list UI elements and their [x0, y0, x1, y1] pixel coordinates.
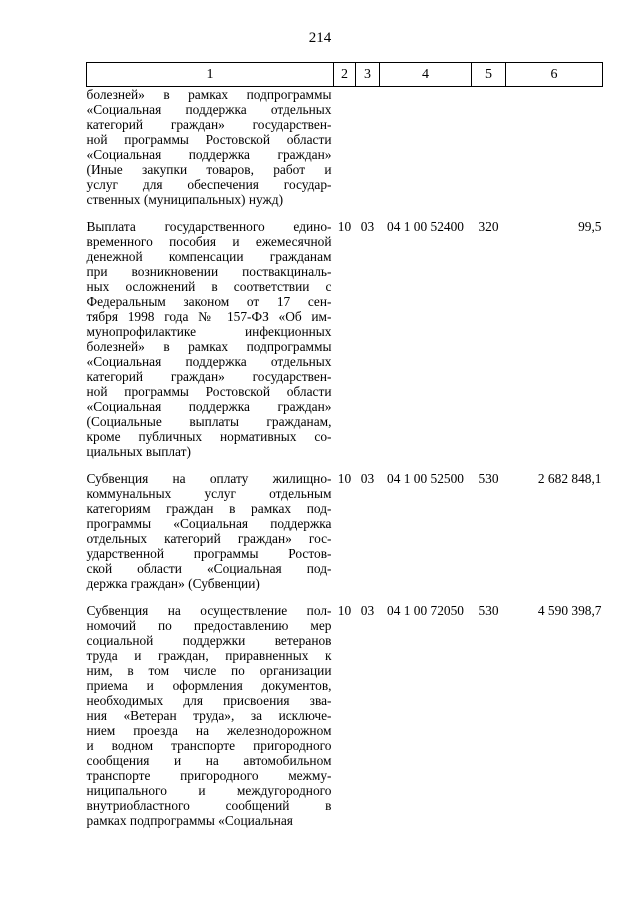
description-line: внутриобластного сообщений в [86, 798, 332, 813]
header-col-6: 6 [506, 63, 603, 87]
row-amount: 2 682 848,1 [537, 471, 602, 486]
description-line: «Социальная поддержка отдельных [86, 102, 332, 117]
header-col-1: 1 [87, 63, 334, 87]
table-row [87, 87, 603, 208]
description-line: «Социальная поддержка граждан» [86, 147, 332, 162]
row-expense-type: 320 [478, 219, 499, 234]
description-line: и водном транспорте пригородного [86, 738, 332, 753]
description-line: ственных (муниципальных) нужд) [86, 192, 284, 207]
row-section [334, 87, 356, 208]
row-target-code [380, 87, 472, 208]
row-amount [506, 87, 603, 208]
description-line: ударственной программы Ростов- [86, 546, 332, 561]
description-line: временного пособия и ежемесячной [86, 234, 332, 249]
description-line: ской области «Социальная под- [86, 561, 332, 576]
table-row [87, 603, 603, 828]
description-line: приема и оформления документов, [86, 678, 332, 693]
description-line: категориям граждан в рамках под- [86, 501, 332, 516]
description-line: циальных выплат) [86, 444, 191, 459]
row-expense-type: 530 [478, 471, 499, 486]
description-line: болезней» в рамках подпрограммы [86, 87, 332, 102]
table-row [87, 219, 603, 459]
row-subsection: 03 [360, 603, 375, 618]
row-target-code: 04 1 00 52400 [387, 219, 464, 234]
row-section: 10 [337, 471, 352, 486]
description-line: ниципального и междугородного [86, 783, 332, 798]
description-line: Выплата государственного едино- [86, 219, 332, 234]
row-expense-type: 530 [478, 603, 499, 618]
description-line: мунопрофилактике инфекционных [86, 324, 332, 339]
description-line: коммунальных услуг отдельным [86, 486, 332, 501]
description-line: (Социальные выплаты гражданам, [86, 414, 332, 429]
row-amount: 4 590 398,7 [537, 603, 602, 618]
row-spacer [87, 459, 603, 471]
row-subsection: 03 [360, 219, 375, 234]
row-description [87, 603, 334, 828]
description-line: при возникновении поствакциналь- [86, 264, 332, 279]
row-target-code: 04 1 00 52500 [387, 471, 464, 486]
description-line: категорий граждан» государствен- [86, 369, 332, 384]
row-amount: 99,5 [578, 219, 602, 234]
description-line: номочий по предоставлению мер [86, 618, 332, 633]
description-line: услуг для обеспечения государ- [86, 177, 332, 192]
header-col-5: 5 [472, 63, 506, 87]
description-line: ной программы Ростовской области [86, 384, 332, 399]
description-line: «Социальная поддержка граждан» [86, 399, 332, 414]
description-line: отдельных категорий граждан» гос- [86, 531, 332, 546]
description-line: Субвенция на оплату жилищно- [86, 471, 332, 486]
row-expense-type [472, 87, 506, 208]
description-line: ных осложнений в соответствии с [86, 279, 332, 294]
description-line: тября 1998 года № 157-ФЗ «Об им- [86, 309, 332, 324]
description-line: категорий граждан» государствен- [86, 117, 332, 132]
row-spacer [87, 207, 603, 219]
description-line: транспорте пригородного межму- [86, 768, 332, 783]
row-spacer-cell [87, 591, 603, 603]
description-line: сообщения и на автомобильном [86, 753, 332, 768]
header-col-3: 3 [356, 63, 380, 87]
description-line: программы «Социальная поддержка [86, 516, 332, 531]
description-line: денежной компенсации гражданам [86, 249, 332, 264]
description-line: ним, в том числе по организации [86, 663, 332, 678]
budget-table [86, 62, 603, 828]
row-description [87, 87, 334, 208]
row-section: 10 [337, 603, 352, 618]
description-line: Федеральным законом от 17 сен- [86, 294, 332, 309]
row-spacer-cell [87, 207, 603, 219]
row-spacer-cell [87, 459, 603, 471]
description-line: Субвенция на осуществление пол- [86, 603, 332, 618]
description-line: рамках подпрограммы «Социальная [86, 813, 293, 828]
description-line: необходимых для присвоения зва- [86, 693, 332, 708]
row-subsection [356, 87, 380, 208]
description-line: (Иные закупки товаров, работ и [86, 162, 332, 177]
description-line: нием проезда на железнодорожном [86, 723, 332, 738]
description-line: болезней» в рамках подпрограммы [86, 339, 332, 354]
header-col-4: 4 [380, 63, 472, 87]
description-line: «Социальная поддержка отдельных [86, 354, 332, 369]
description-line: держка граждан» (Субвенции) [86, 576, 260, 591]
description-line: ной программы Ростовской области [86, 132, 332, 147]
row-description [87, 219, 334, 459]
description-line: кроме публичных нормативных со- [86, 429, 332, 444]
description-line: социальной поддержки ветеранов [86, 633, 332, 648]
row-description [87, 471, 334, 591]
row-section: 10 [337, 219, 352, 234]
description-line: ния «Ветеран труда», за исключе- [86, 708, 332, 723]
row-subsection: 03 [360, 471, 375, 486]
row-target-code: 04 1 00 72050 [387, 603, 464, 618]
header-row [87, 63, 603, 87]
header-col-2: 2 [334, 63, 356, 87]
table-row [87, 471, 603, 591]
row-spacer [87, 591, 603, 603]
page-number: 214 [308, 30, 332, 46]
description-line: труда и граждан, приравненных к [86, 648, 332, 663]
